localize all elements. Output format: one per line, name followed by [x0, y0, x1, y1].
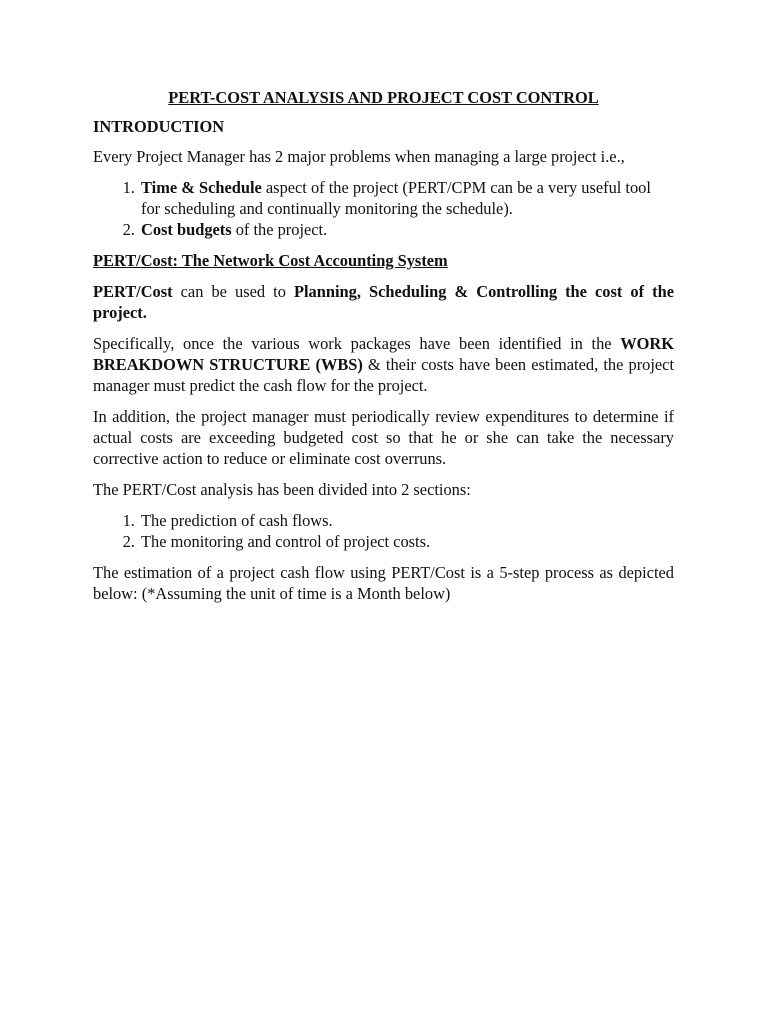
sections-list: [93, 510, 674, 552]
specifically-end: & their costs have been estimated, the project manager must predict the cash flow for the project.: [93, 355, 675, 395]
specifically-start: Specifically, once the various work packages have been identified in the: [93, 334, 621, 353]
divided-paragraph: The PERT/Cost analysis has been divided into 2 sections:: [93, 480, 471, 499]
specifically-paragraph: [93, 333, 674, 396]
wbs-term: WORK BREAKDOWN STRUCTURE (WBS): [93, 334, 674, 374]
intro-paragraph: Every Project Manager has 2 major problems when managing a large project i.e.,: [93, 147, 625, 166]
problem-text: of the project.: [231, 220, 328, 239]
estimation-paragraph: The estimation of a project cash flow using PERT/Cost is a 5-step process as depicted below: (*Assuming the unit of time is a Month below): [93, 563, 674, 603]
pert-cost-term: PERT/Cost: [93, 282, 173, 301]
list-item: [139, 177, 674, 219]
document-title: PERT-COST ANALYSIS AND PROJECT COST CONTROL: [168, 88, 599, 107]
problem-bold-label: Cost budgets: [141, 220, 232, 239]
problem-bold-label: Time & Schedule: [141, 178, 262, 197]
list-item: 1. The prediction of cash flows.: [139, 510, 674, 531]
section-heading: PERT/Cost: The Network Cost Accounting System: [93, 251, 448, 270]
list-item: [139, 219, 674, 240]
in-addition-paragraph: In addition, the project manager must periodically review expenditures to determine if actual costs are exceeding budgeted cost so that he or she can take the necessary corrective action to reduce or eliminate cost overruns.: [93, 407, 674, 468]
list-item: 2. The monitoring and control of project costs.: [139, 531, 674, 552]
intro-heading: INTRODUCTION: [93, 117, 225, 136]
problem-text: aspect of the project (PERT/CPM can be a very useful tool for scheduling and continually monitoring the schedule).: [141, 178, 651, 218]
pert-cost-paragraph: [93, 281, 674, 323]
pert-cost-mid: can be used to: [172, 282, 294, 301]
pert-cost-purpose: Planning, Scheduling & Controlling the cost of the project.: [93, 282, 675, 322]
problems-list: [93, 177, 674, 240]
